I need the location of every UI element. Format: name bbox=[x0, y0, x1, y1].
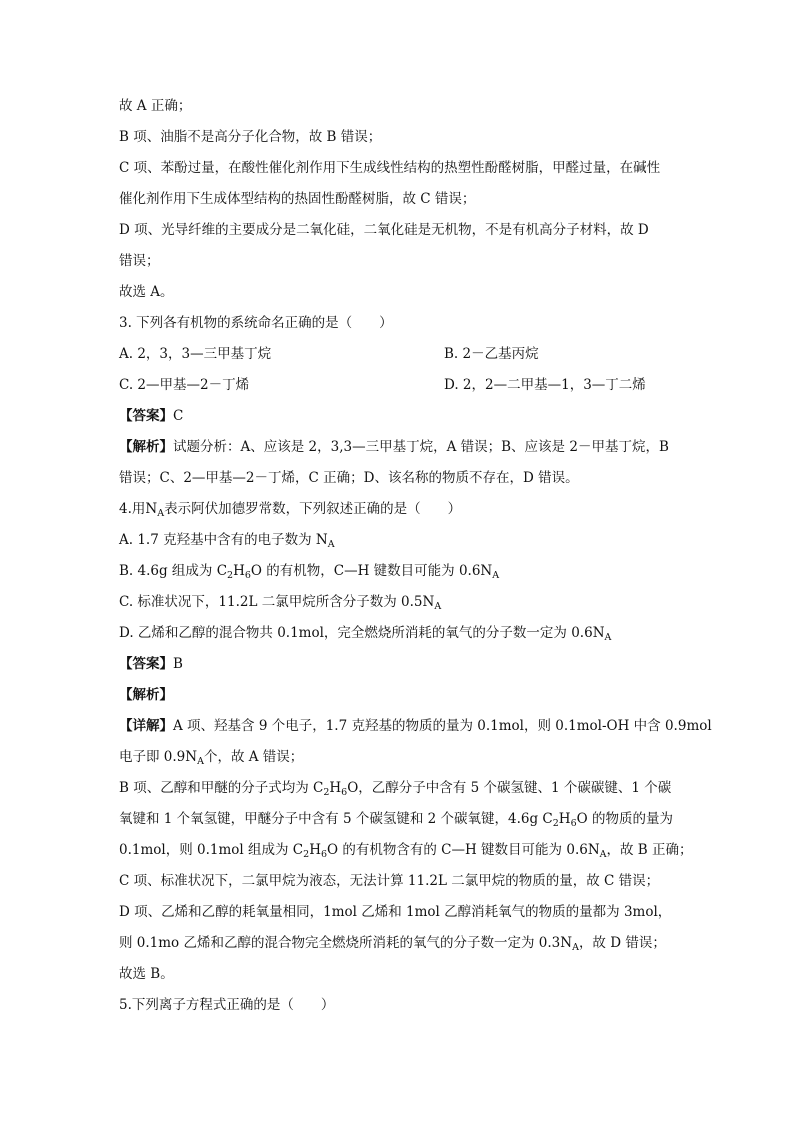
question-4-stem: 4.用$N_A$表示阿伏加德罗常数，下列叙述正确的是（ ） bbox=[119, 501, 462, 519]
analysis-tag: 【解析】 bbox=[119, 687, 173, 703]
answer-value: B bbox=[173, 656, 183, 672]
text-line: 错误；C、2—甲基—2－丁烯，C 正确；D、该名称的物质不存在，D 错误。 bbox=[119, 470, 579, 486]
option-d: D. 2，2—二甲基—1，3—丁二烯 bbox=[444, 377, 646, 393]
text-line: 错误； bbox=[119, 253, 160, 269]
detail-line: 故选 B。 bbox=[119, 966, 174, 982]
answer-tag: 【答案】 bbox=[119, 656, 173, 672]
detail-line: B 项、乙醇和甲醚的分子式均为 $C_2H_6O$，乙醇分子中含有 5 个碳氢键、1 个碳碳键、1 个碳 bbox=[119, 780, 672, 798]
option-c: C. 标准状况下，11.2L 二氯甲烷所含分子数为 $0.5N_A$ bbox=[119, 594, 442, 612]
text-line: 故选 A。 bbox=[119, 284, 174, 300]
text-line: C 项、苯酚过量，在酸性催化剂作用下生成线性结构的热塑性酚醛树脂，甲醛过量，在碱性 bbox=[119, 160, 661, 176]
analysis-tag: 【解析】 bbox=[119, 439, 173, 455]
question-3-answer bbox=[119, 406, 183, 426]
question-3-analysis bbox=[119, 437, 669, 457]
text-line: D 项、光导纤维的主要成分是二氧化硅，二氧化硅是无机物，不是有机高分子材料，故 D bbox=[119, 222, 649, 238]
detail-line: C 项、标准状况下，二氯甲烷为液态，无法计算 11.2L 二氯甲烷的物质的量，故 C 错误； bbox=[119, 873, 660, 889]
question-3-options-row-2 bbox=[119, 375, 679, 395]
text-line: B 项、油脂不是高分子化合物，故 B 错误； bbox=[119, 129, 382, 145]
detail-line: 则 0.1mo 乙烯和乙醇的混合物完全燃烧所消耗的氧气的分子数一定为 $0.3N_A$，故 D 错误； bbox=[119, 935, 666, 953]
detail-line: 0.1mol，则 0.1mol 组成为 $C_2H_6O$ 的有机物含有的 C—H 键数目可能为 $0.6N_A$，故 B 正确； bbox=[119, 842, 693, 860]
detail-line: 电子即 $0.9N_A$个，故 A 错误； bbox=[119, 749, 304, 767]
option-b: B. 4.6g 组成为 $C_2H_6O$ 的有机物，C—H 键数目可能为 $0.6N_A$ bbox=[119, 563, 500, 581]
option-d: D. 乙烯和乙醇的混合物共 0.1mol，完全燃烧所消耗的氧气的分子数一定为 $0.6N_A$ bbox=[119, 625, 612, 643]
option-a: A. 1.7 克羟基中含有的电子数为 $N_A$ bbox=[119, 532, 335, 550]
question-3-options-row-1 bbox=[119, 344, 679, 364]
text-line: 催化剂作用下生成体型结构的热固性酚醛树脂，故 C 错误； bbox=[119, 191, 476, 207]
option-c: C. 2—甲基—2－丁烯 bbox=[119, 377, 250, 393]
analysis-text: 试题分析：A、应该是 2，3,3—三甲基丁烷，A 错误；B、应该是 2－甲基丁烷，B bbox=[173, 439, 669, 455]
option-b: B. 2－乙基丙烷 bbox=[444, 346, 539, 362]
question-5-stem: 5.下列离子方程式正确的是（ ） bbox=[119, 997, 335, 1013]
detail-line: D 项、乙烯和乙醇的耗氧量相同，1mol 乙烯和 1mol 乙醇消耗氧气的物质的量都为 3mol， bbox=[119, 904, 672, 920]
option-a: A. 2，3，3—三甲基丁烷 bbox=[119, 346, 272, 362]
detail-tag: 【详解】 bbox=[119, 718, 173, 734]
text-line: 故 A 正确； bbox=[119, 98, 192, 114]
question-4-answer bbox=[119, 654, 183, 674]
answer-tag: 【答案】 bbox=[119, 408, 173, 424]
detail-line: 氧键和 1 个氧氢键，甲醚分子中含有 5 个碳氢键和 2 个碳氧键，4.6g $C_2H_6O$ 的物质的量为 bbox=[119, 811, 673, 829]
question-3-stem: 3. 下列各有机物的系统命名正确的是（ ） bbox=[119, 315, 393, 331]
answer-value: C bbox=[173, 408, 184, 424]
detail-line: 【详解】A 项、羟基含 9 个电子，1.7 克羟基的物质的量为 0.1mol，则 0.1mol-OH 中含 0.9mol bbox=[119, 718, 712, 734]
